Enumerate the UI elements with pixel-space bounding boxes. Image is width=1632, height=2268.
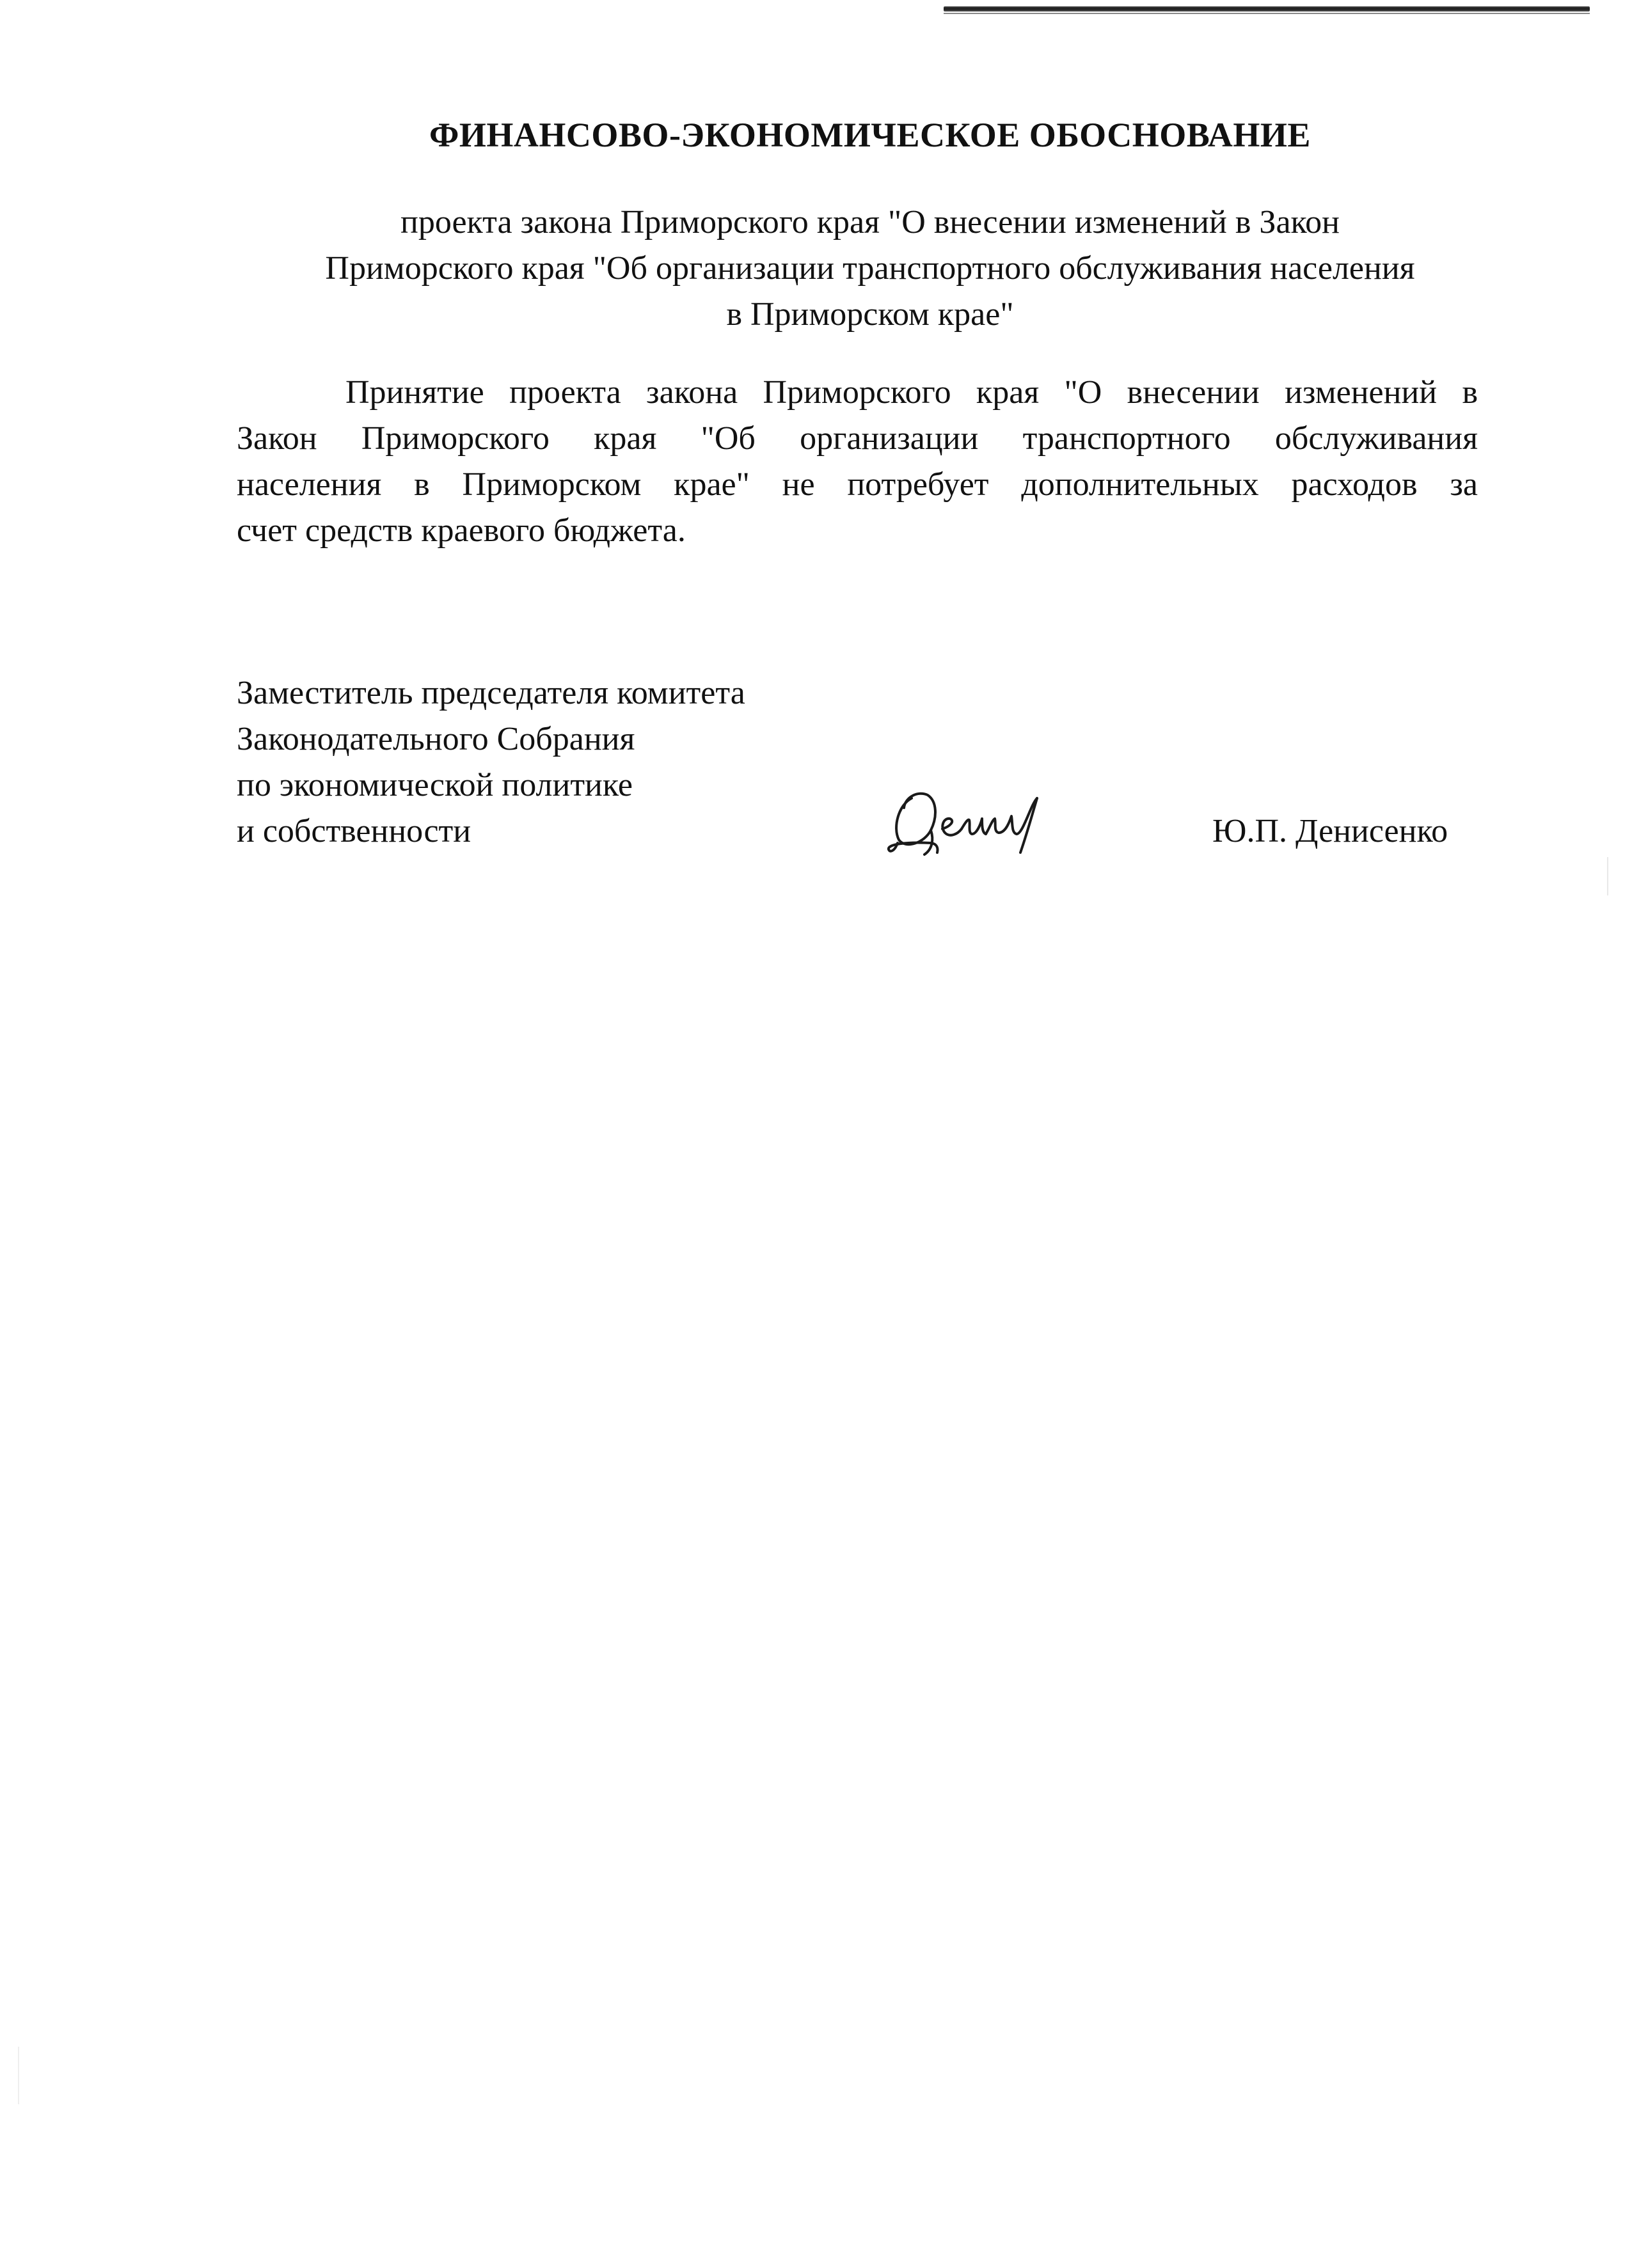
body-paragraph	[237, 370, 1478, 554]
document-title: ФИНАНСОВО-ЭКОНОМИЧЕСКОЕ ОБОСНОВАНИЕ	[429, 116, 1311, 154]
position-line: Заместитель председателя комитета	[237, 675, 745, 711]
handwritten-signature	[886, 779, 1059, 862]
subtitle-line: проекта закона Приморского края "О внесении изменений в Закон	[400, 204, 1340, 240]
scan-border-line-shadow	[944, 13, 1590, 14]
scan-border-line	[944, 6, 1590, 12]
document-subtitle	[237, 200, 1503, 338]
body-line: Закон Приморского края "Об организации транспортного обслуживания	[237, 420, 1478, 457]
body-line: населения в Приморском крае" не потребует дополнительных расходов за	[237, 466, 1478, 503]
position-line: по экономической политике	[237, 767, 633, 803]
scan-artifact	[18, 2047, 19, 2104]
body-line: счет средств краевого бюджета.	[237, 512, 686, 549]
subtitle-line: Приморского края "Об организации транспортного обслуживания населения	[325, 250, 1415, 287]
position-line: Законодательного Собрания	[237, 721, 635, 757]
scan-artifact	[1607, 857, 1608, 895]
subtitle-line: в Приморском крае"	[726, 296, 1014, 333]
position-line: и собственности	[237, 813, 471, 849]
signer-name: Ю.П. Денисенко	[1212, 813, 1448, 849]
body-line: Принятие проекта закона Приморского края "О внесении изменений в	[345, 374, 1478, 411]
signatory-position	[237, 670, 745, 854]
